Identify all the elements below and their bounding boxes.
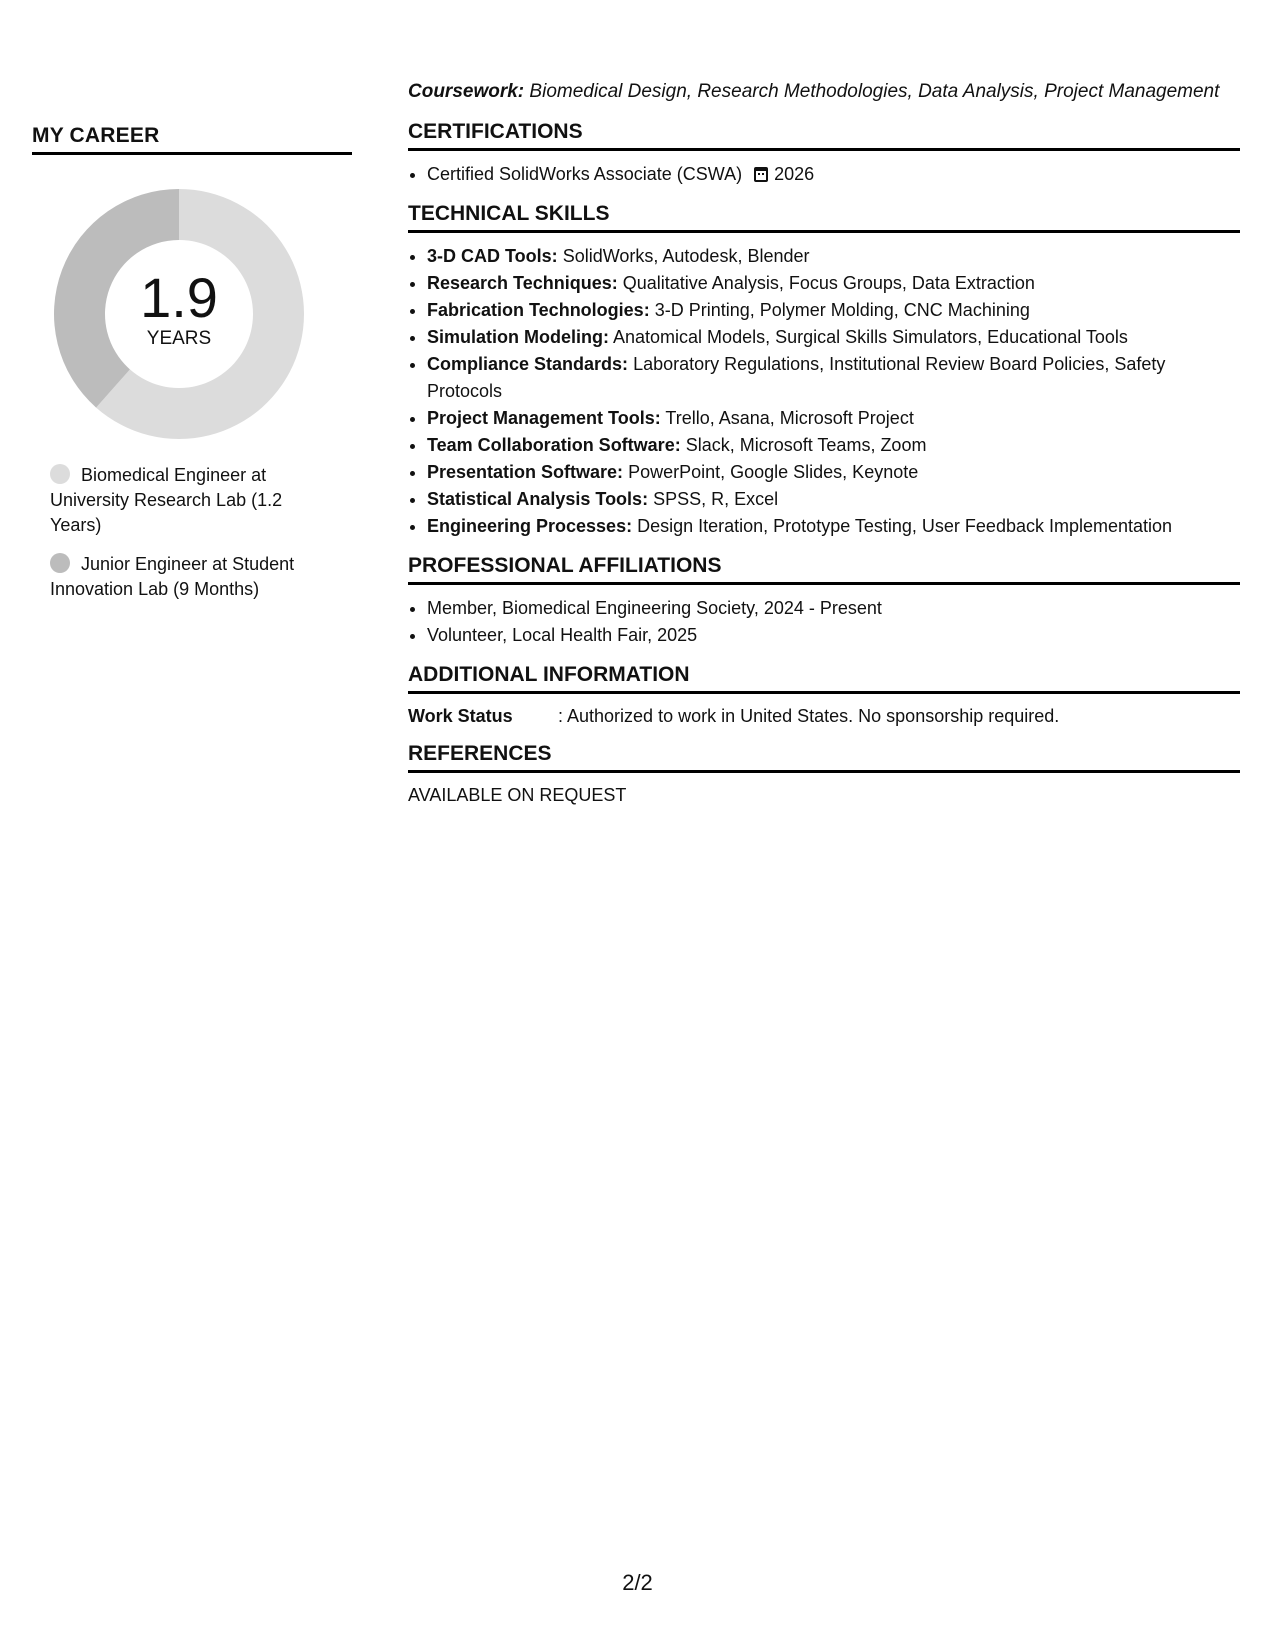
skills-section [408, 202, 1240, 540]
skill-value: Laboratory Regulations, Institutional Review Board Policies, Safety Protocols [427, 354, 1166, 401]
skill-label: Compliance Standards: [427, 354, 629, 374]
legend-dot [50, 553, 70, 573]
skill-item [427, 486, 1240, 513]
skill-item [427, 270, 1240, 297]
certification-year: 2026 [774, 164, 815, 184]
skill-item [427, 324, 1240, 351]
skill-value: SPSS, R, Excel [653, 489, 779, 509]
skill-value: Slack, Microsoft Teams, Zoom [685, 435, 927, 455]
legend-item [50, 552, 320, 602]
skill-value: Design Iteration, Prototype Testing, User Feedback Implementation [637, 516, 1173, 536]
legend-dot [50, 464, 70, 484]
coursework-line [408, 80, 1240, 104]
legend-item [50, 463, 320, 538]
affiliation-item: • Volunteer, Local Health Fair, 2025 [427, 622, 1240, 649]
skill-value: PowerPoint, Google Slides, Keynote [628, 462, 919, 482]
career-donut-chart [54, 189, 304, 439]
work-status-label: Work Status [408, 706, 513, 726]
work-status-row [408, 704, 1240, 728]
skill-label: 3-D CAD Tools: [427, 246, 558, 266]
skill-item [427, 405, 1240, 432]
skill-label: Team Collaboration Software: [427, 435, 681, 455]
skill-label: Presentation Software: [427, 462, 624, 482]
coursework-label: Coursework: [408, 81, 525, 102]
certification-item [427, 161, 1240, 188]
affiliations-list [408, 595, 1240, 649]
additional-title: ADDITIONAL INFORMATION [408, 663, 1240, 694]
skill-label: Project Management Tools: [427, 408, 661, 428]
skill-label: Research Techniques: [427, 273, 618, 293]
certifications-title: CERTIFICATIONS [408, 120, 1240, 151]
total-years-unit: YEARS [146, 328, 212, 349]
references-title: REFERENCES [408, 742, 1240, 773]
affiliations-title: PROFESSIONAL AFFILIATIONS [408, 554, 1240, 585]
career-column [32, 124, 352, 616]
certifications-section [408, 120, 1240, 188]
legend-label: Biomedical Engineer at University Research Lab (1.2 Years) [50, 465, 283, 535]
skill-value: 3-D Printing, Polymer Molding, CNC Machining [654, 300, 1030, 320]
skill-label: Fabrication Technologies: [427, 300, 650, 320]
donut-center [54, 189, 304, 439]
skill-value: Qualitative Analysis, Focus Groups, Data Extraction [622, 273, 1035, 293]
work-status-value: : Authorized to work in United States. No sponsorship required. [558, 706, 1060, 726]
skills-title: TECHNICAL SKILLS [408, 202, 1240, 233]
skills-list [408, 243, 1240, 540]
certifications-list [408, 161, 1240, 188]
skill-item [427, 459, 1240, 486]
skill-label: Engineering Processes: [427, 516, 633, 536]
total-years-value: 1.9 [140, 266, 218, 329]
additional-section [408, 663, 1240, 728]
skill-value: Trello, Asana, Microsoft Project [665, 408, 914, 428]
skill-item [427, 513, 1240, 540]
coursework-text: Biomedical Design, Research Methodologies, Data Analysis, Project Management [529, 81, 1220, 102]
career-title: MY CAREER [32, 124, 352, 155]
skill-label: Simulation Modeling: [427, 327, 609, 347]
skill-value: Anatomical Models, Surgical Skills Simulators, Educational Tools [613, 327, 1128, 347]
legend-label: Junior Engineer at Student Innovation Lab (9 Months) [50, 554, 295, 599]
skill-label: Statistical Analysis Tools: [427, 489, 649, 509]
skill-item [427, 297, 1240, 324]
calendar-icon [754, 167, 768, 182]
main-column [408, 80, 1240, 820]
references-section [408, 742, 1240, 806]
skill-item [427, 243, 1240, 270]
skill-value: SolidWorks, Autodesk, Blender [562, 246, 810, 266]
affiliation-item: • Member, Biomedical Engineering Society, 2024 - Present [427, 595, 1240, 622]
career-legend [32, 463, 320, 602]
skill-item [427, 432, 1240, 459]
references-text: AVAILABLE ON REQUEST [408, 785, 627, 805]
skill-item [427, 351, 1240, 405]
certification-name: Certified SolidWorks Associate (CSWA) [427, 164, 743, 184]
affiliations-section [408, 554, 1240, 649]
page-number: 2/2 [622, 1570, 653, 1595]
